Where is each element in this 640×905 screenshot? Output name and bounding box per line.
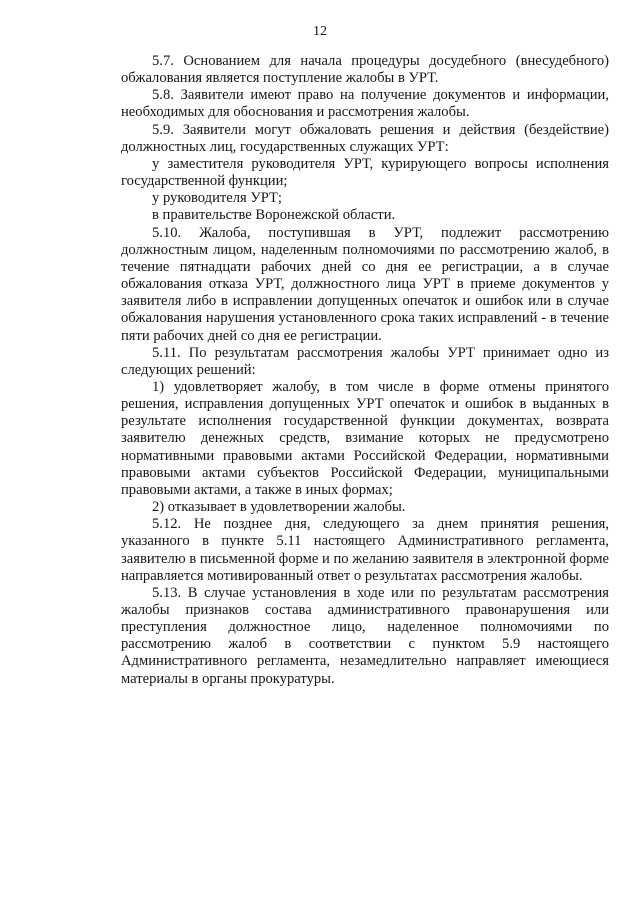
list-item-head: у руководителя УРТ;: [152, 190, 282, 207]
paragraph-5-11: 5.11. По результатам рассмотрения жалобы УРТ принимает одно из следующих решений:: [121, 344, 609, 378]
decision-item-1: 1) удовлетворяет жалобу, в том числе в форме отмены принятого решения, исправления допущенных УРТ опечаток и ошибок в выданных в результате исполнения государственной функции документах, возврата заявителю денежных средств, взимание которых не предусмотрено нормативными правовыми актами Российской Федерации, нормативными правовыми актами субъектов Российской Федерации, муниципальными правовыми актами, а также в иных формах;: [121, 378, 609, 498]
decision-item-2: 2) отказывает в удовлетворении жалобы.: [152, 499, 406, 516]
paragraph-5-7: 5.7. Основанием для начала процедуры досудебного (внесудебного) обжалования является поступление жалобы в УРТ.: [121, 53, 609, 87]
paragraph-5-10: 5.10. Жалоба, поступившая в УРТ, подлежит рассмотрению должностным лицом, наделенным полномочиями по рассмотрению жалоб, в течение пятнадцати рабочих дней со дня ее регистрации, а в случае обжалования отказа УРТ, должностного лица УРТ в приеме документов у заявителя либо в исправлении допущенных опечаток и ошибок или в случае обжалования нарушения установленного срока таких исправлений - в течение пяти рабочих дней со дня ее регистрации.: [121, 224, 609, 344]
list-item-deputy-head: у заместителя руководителя УРТ, курирующего вопросы исполнения государственной функции;: [121, 155, 609, 190]
document-body: [121, 53, 609, 688]
paragraph-5-12: 5.12. Не позднее дня, следующего за днем принятия решения, указанного в пункте 5.11 настоящего Административного регламента, заявителю в письменной форме и по желанию заявителя в электронной форме направляется мотивированный ответ о результатах рассмотрения жалобы.: [121, 516, 609, 584]
paragraph-5-8: 5.8. Заявители имеют право на получение документов и информации, необходимых для обоснования и рассмотрения жалобы.: [121, 87, 609, 121]
paragraph-5-13: 5.13. В случае установления в ходе или по результатам рассмотрения жалобы признаков состава административного правонарушения или преступления должностное лицо, наделенное полномочиями по рассмотрению жалоб в соответствии с пунктом 5.9 настоящего Административного регламента, незамедлительно направляет имеющиеся материалы в органы прокуратуры.: [121, 584, 609, 687]
paragraph-5-9: 5.9. Заявители могут обжаловать решения и действия (бездействие) должностных лиц, государственных служащих УРТ:: [121, 121, 609, 155]
page-number: 12: [313, 24, 327, 39]
list-item-government: в правительстве Воронежской области.: [152, 207, 396, 224]
